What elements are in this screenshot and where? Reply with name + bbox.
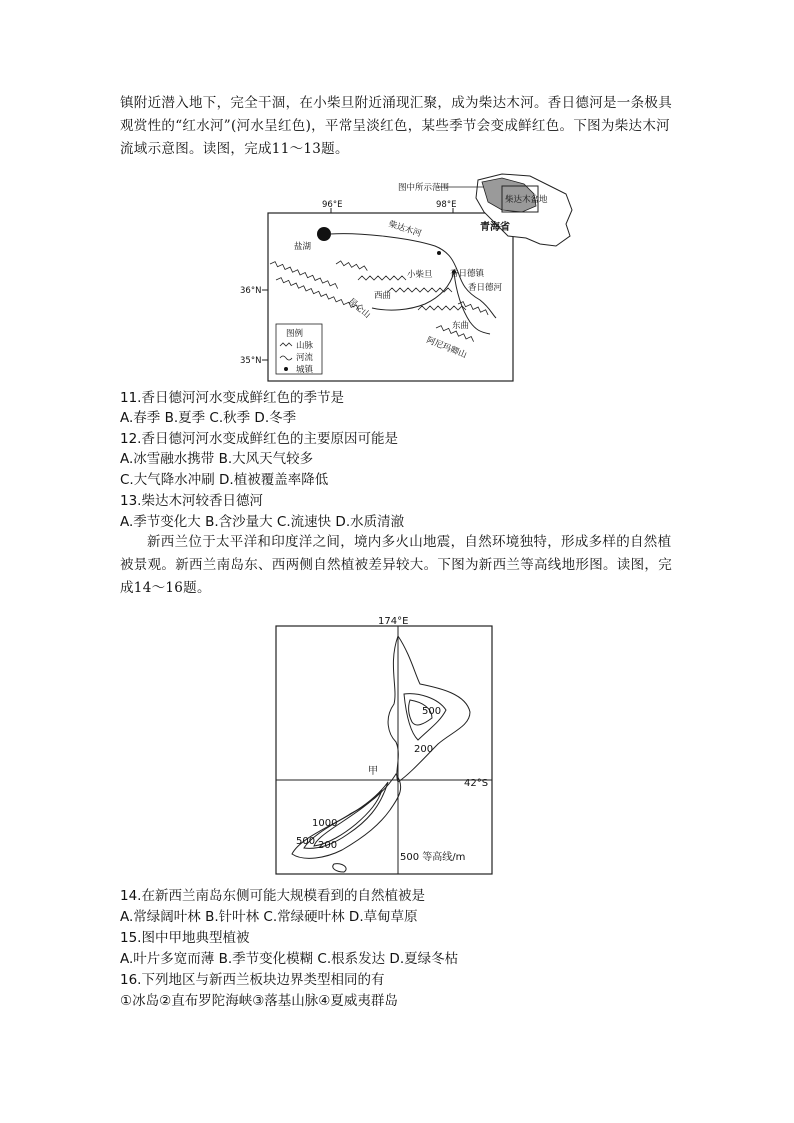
q16-options: ①冰岛②直布罗陀海峡③落基山脉④夏威夷群岛 (120, 993, 398, 1009)
inset-province-label: 青海省 (480, 222, 510, 233)
xiaochaidan-label: 小柴旦 (407, 270, 433, 280)
dongqu-label: 东曲 (452, 321, 470, 331)
q15-options: A.叶片多宽而薄 B.季节变化模糊 C.根系发达 D.夏绿冬枯 (120, 951, 459, 967)
legend-mountain: 山脉 (296, 341, 314, 351)
q14-options: A.常绿阔叶林 B.针叶林 C.常绿硬叶林 D.草甸草原 (120, 909, 418, 925)
contour-200-south: 200 (318, 840, 338, 851)
contour-200-north: 200 (414, 744, 434, 755)
lon-98-label: 98°E (436, 200, 457, 210)
lon-96-label: 96°E (322, 200, 343, 210)
q12-options-1: A.冰雪融水携带 B.大风天气较多 (120, 451, 314, 467)
q13-options: A.季节变化大 B.含沙量大 C.流速快 D.水质清澈 (120, 514, 405, 530)
contour-legend: 500 等高线/m (400, 852, 466, 863)
legend-river: 河流 (296, 353, 314, 363)
q13-stem: 13.柴达木河较香日德河 (120, 493, 263, 509)
legend-town: 城镇 (296, 365, 314, 375)
inset-range-label: 图中所示范围 (398, 183, 450, 193)
xiangride-town-label: 香日德镇 (450, 269, 485, 279)
new-zealand-contour-map (270, 614, 500, 878)
q11-stem: 11.香日德河河水变成鲜红色的季节是 (120, 390, 344, 406)
animaqing-label: 阿尼玛卿山 (424, 335, 469, 361)
q15-stem: 15.图中甲地典型植被 (120, 930, 250, 946)
q11-options: A.春季 B.夏季 C.秋季 D.冬季 (120, 410, 297, 426)
q12-options-2: C.大气降水冲刷 D.植被覆盖率降低 (120, 472, 329, 488)
xiangride-river-label: 香日德河 (468, 283, 503, 293)
salt-lake-marker (317, 227, 331, 241)
chaidamu-river-label: 柴达木河 (387, 219, 423, 240)
q14-stem: 14.在新西兰南岛东侧可能大规模看到的自然植被是 (120, 888, 425, 904)
q12-stem: 12.香日德河河水变成鲜红色的主要原因可能是 (120, 431, 398, 447)
salt-lake-label: 盐湖 (294, 242, 312, 252)
nz-paragraph: 新西兰位于太平洋和印度洋之间，境内多火山地震，自然环境独特，形成多样的自然植被景观。新西兰南岛东、西两侧自然植被差异较大。下图为新西兰等高线地形图。读图，完成14～16题。 (120, 534, 672, 596)
lon-174-label: 174°E (378, 616, 409, 627)
lat-35-label: 35°N (240, 356, 262, 366)
chaidamu-basin-map (240, 172, 580, 384)
q16-stem: 16.下列地区与新西兰板块边界类型相同的有 (120, 972, 385, 988)
legend-title: 图例 (286, 329, 304, 339)
xiqu-label: 西曲 (374, 291, 392, 301)
map1-legend (276, 324, 322, 375)
lat-42-label: 42°S (464, 778, 489, 789)
intro-paragraph: 镇附近潜入地下，完全干涸，在小柴旦附近涌现汇聚，成为柴达木河。香日德河是一条极具观赏性的“红水河”(河水呈红色)，平常呈淡红色，某些季节会变成鲜红色。下图为柴达木河流域示意图。读图，完成11～13题。 (120, 95, 672, 157)
contour-1000: 1000 (312, 818, 338, 829)
jia-label: 甲 (368, 766, 378, 777)
inset-basin-label: 柴达木盆地 (505, 195, 548, 205)
contour-500-south: 500 (296, 836, 316, 847)
qinghai-inset (398, 174, 572, 246)
kunlun-label: 昆仑山 (346, 296, 373, 321)
lat-36-label: 36°N (240, 286, 262, 296)
contour-500-north: 500 (422, 706, 442, 717)
